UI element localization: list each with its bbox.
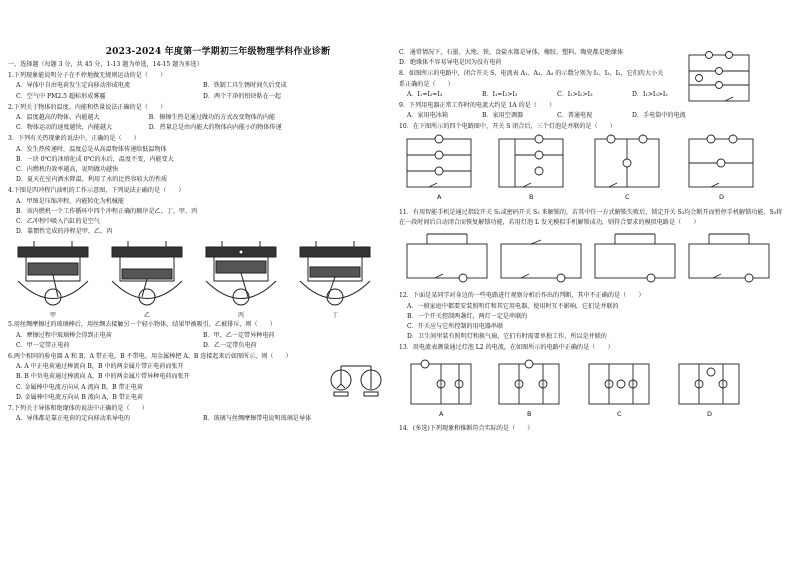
question-7 [8,404,390,424]
ammeter-l2-circuits-figure [399,354,779,420]
question-12 [399,291,787,342]
option-c: C．空气中 PM2.5 超标形成雾霾 [16,92,106,100]
option-a: A．温度越高的物体，内能越大 [16,114,100,122]
question-stem: 10．在下图所示的四个电路图中，开关 S 闭合后，三个灯泡是并联的是（ ） [399,123,616,131]
option-b: B．一块 0℃的冰熔化成 0℃的水后，温度不变，内能变大 [16,155,174,163]
option-row [8,331,390,341]
option-d: D．手电筒中的电流 [632,112,686,120]
circuit-label: A [439,409,444,418]
option-row [8,341,390,351]
option-d: D. 金属棒中电流方向从 B 流向 A，B 带正电荷 [16,393,144,401]
ammeter-circuit-figure [685,49,755,107]
option-a: A．摩擦过程中玻璃棒会得到正电荷 [16,331,112,339]
option-d: D．两个干净的铅块粘在一起 [203,92,282,100]
option-c: C．内燃机的效率越高，说明做功越快 [16,166,119,174]
option-d: D．乙一定带负电荷 [203,341,257,349]
option-row [8,414,390,424]
circuit-label: C [617,409,622,418]
option-a: A. A 中正电荷通过棒流向 B，B 中的两金属片带正电荷而张开 [16,363,184,371]
option-a: A．发生热传递时，温度总是从高温物体传递给低温物体 [16,145,167,153]
question-8 [399,69,787,100]
question-10 [399,122,787,206]
question-4 [8,186,390,237]
electroscope-figure [326,362,386,402]
option-d: D．热量总是由内能大的物体向内能小的物体传递 [148,124,282,132]
parallel-circuits-figure [399,133,779,203]
circuit-label: D [719,192,725,201]
option-b: B．I₁=I₂>I₃ [482,90,518,98]
option-a: A．导体都是靠正电荷的定向移动来导电的 [16,415,131,423]
option-b: B．该内燃机一个工作循环中四个冲程正确的顺序是乙、丁、甲、丙 [16,207,198,215]
left-column [8,60,390,424]
question-stem: 11．有用智能手机是通过指纹开关 S₁或密码开关 S₂ 来解锁的，若其中任一方式解锁失败后，锁定开关 S₃均会断开而暂停手机解锁功能，S₃将在一段时间后自动闭合而恢复解锁功能，若用灯泡 L 发光模拟手机解锁成功，则符合要求的模拟电路是（ ） [399,208,783,227]
question-stem: 3．下列有关热现象的说法中，正确的是（ ） [8,135,140,143]
section-heading: 一、选择题（每题 3 分，共 45 分，1-13 题为单选，14-15 题为多选） [8,61,203,68]
circuit-label: C [625,192,630,201]
option-c: C．乙冲程中吸入汽缸的是空气 [16,218,100,226]
engine-label: 乙 [144,312,151,320]
option-b: B．玻璃与丝绸摩擦带电说明玻璃是导体 [203,415,312,423]
option-row [8,81,390,91]
right-column [399,48,787,434]
question-stem: 6.两个相同的验电器 A 和 B，A 带正电，B 不带电，用金属棒把 A、B 连接起来后如图所示，则（ ） [8,353,292,361]
question-stem: 12．下面是某同学对身边的一些电路进行观察分析后作出的判断，其中不正确的是（ ） [399,292,645,300]
option-c: C．普通电视 [557,112,593,120]
engine-label: 丁 [332,312,339,320]
question-2 [8,103,390,134]
option-row [8,92,390,102]
option-a: A．家用电冰箱 [407,112,448,120]
question-stem: 1.下列现象能说明分子在不停地做无规则运动的是（ ） [8,72,167,80]
question-5 [8,320,390,351]
question-stem: 7.下列关于导体和绝缘体的说法中正确的是（ ） [8,405,148,413]
option-row [8,123,390,133]
option-b: B．铁制工具生锈时间久后变成 [203,82,287,90]
page-title: 2023-2024 年度第一学期初三年级物理学科作业诊断 [105,47,331,57]
question-14-stem: 14．(多选)下列现象和推断符合实际的是（ ） [399,424,534,432]
question-11 [399,208,787,291]
option-c: C．甲一定带正电荷 [16,341,70,349]
question-1 [8,71,390,102]
option-d: D．靠惯性完成的冲程是甲、乙、丙 [16,228,113,236]
question-stem: 8．如图所示的电路中，闭合开关 S，电流表 A₁、A₂、A₃ 的示数分别为 I₁、I₂、I₃，它们的大小关系正确的是（ ） [399,70,664,88]
option-a: A．I₁=I₂=I₃ [407,90,443,98]
engine-diagram-row [8,237,390,319]
question-7-option-d: D．绝缘体不容易导电是因为没有电荷 [399,59,502,67]
circuit-label: B [529,192,534,201]
question-6 [8,352,390,403]
question-3 [8,134,390,185]
option-b: B. B 中负电荷通过棒流向 A，B 中的两金属片带异种电荷而张开 [16,373,190,381]
option-b: B．擦擦生热是通过做功的方式改变物体的内能 [148,114,276,122]
circuit-label: D [707,409,713,418]
engine-label: 甲 [50,312,57,320]
option-d: D．I₁>I₃>I₂ [632,90,668,98]
engine-label: 丙 [238,312,245,320]
question-stem: 5.用丝绸摩擦过的玻璃棒后，用丝绸去接触另一个轻小物体，结果甲被吸引，乙被排斥，则（ ） [8,321,276,329]
option-row [399,90,707,100]
option-c: C. 金属棒中电流方向从 A 流向 B，B 带正电荷 [16,383,143,391]
option-a: A．甲图是压缩冲程，内能转化为机械能 [16,197,124,205]
option-row [399,111,707,121]
option-d: D．夏天在室内洒水降温，利用了水的比热容较大的性质 [16,176,168,184]
phone-unlock-circuits-figure [399,228,779,286]
option-d: D．卫生间里装有照明灯和换气扇，它们有时需要单独工作，所以是并联的 [407,333,607,341]
question-13 [399,343,787,423]
circuit-label: A [437,192,442,201]
option-c: C．I₁>I₂>I₃ [557,90,593,98]
question-stem: 9．下列用电器正常工作时的电流大约是 1A 的是（ ） [399,102,556,110]
option-b: B．一个开关控制两盏灯，两灯一定是串联的 [407,312,528,320]
question-stem: 2.下列关于物体的温度、内能和热量说法正确的是（ ） [8,103,167,111]
question-7-option-c: C．通常情况下，石墨、大地、铁、食盐水都是导体，橡胶、塑料、陶瓷都是绝缘体 [399,49,624,56]
option-c: C．开关应与它所控制的用电器串联 [407,323,504,331]
option-c: C．物体运动的速度越快，内能越大 [16,124,113,132]
circuit-label: B [527,409,532,418]
question-stem: 4.下图是四冲程汽油机的工作示意图，下列说法正确的是（ ） [8,187,185,195]
option-a: A．导体中自由电荷发生定向移动形成电流 [16,82,131,90]
option-b: B．甲、乙一定带异种电荷 [203,331,275,339]
question-stem: 13．用电流表测量通过灯泡 L2 的电流，在如图所示的电路中正确的是（ ） [399,344,614,352]
engine-stroke-diagrams [8,237,388,319]
option-a: A．一般家庭中都要安装照明灯和其它用电器，使用时互不影响，它们是并联的 [407,302,619,310]
option-b: B．家用空调器 [482,112,524,120]
option-row [8,113,390,123]
